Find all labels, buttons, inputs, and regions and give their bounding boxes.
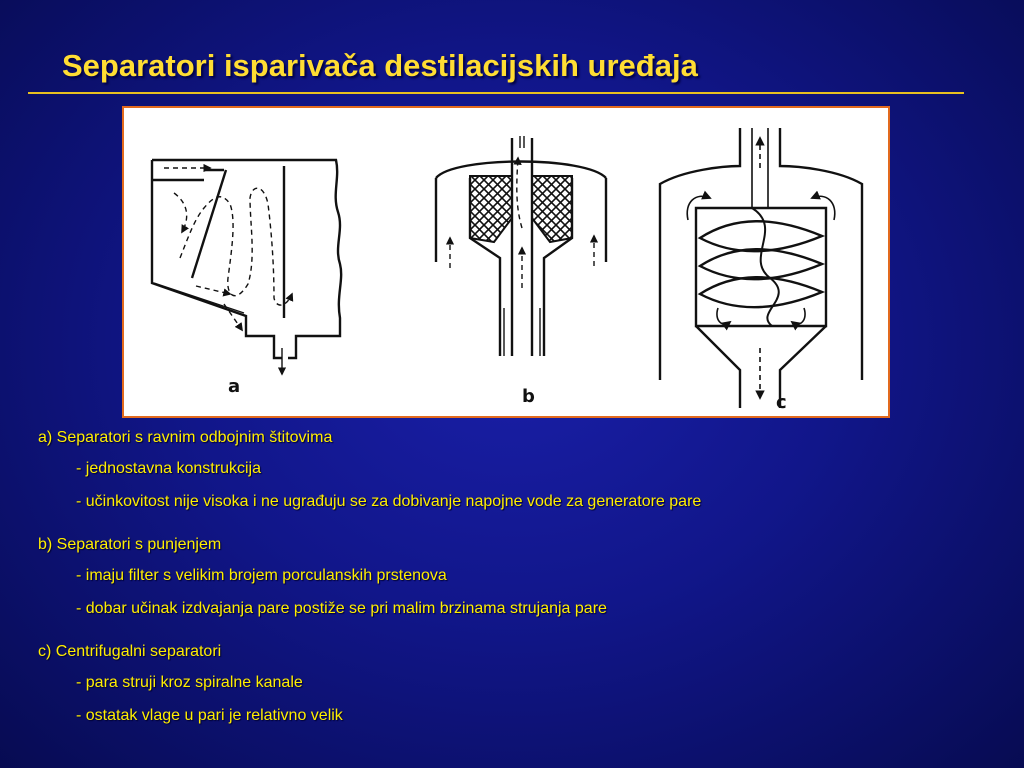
separator-a-drawing — [152, 160, 341, 358]
separator-b-drawing — [436, 136, 606, 356]
separator-c-drawing — [660, 128, 862, 408]
separator-diagram — [122, 106, 890, 418]
section-c-item-1: - para struji kroz spiralne kanale — [76, 674, 303, 691]
section-b-item-2: - dobar učinak izdvajanja pare postiže se pri malim brzinama strujanja pare — [76, 600, 607, 617]
title-underline — [28, 92, 964, 94]
section-c-item-2: - ostatak vlage u pari je relativno velik — [76, 707, 343, 724]
section-a-item-2: - učinkovitost nije visoka i ne ugrađuju se za dobivanje napojne vode za generatore pare — [76, 493, 702, 510]
section-b-item-1: - imaju filter s velikim brojem porculanskih prstenova — [76, 567, 447, 584]
section-b-heading: b) Separatori s punjenjem — [38, 536, 222, 553]
separator-b-packing — [470, 176, 572, 242]
section-c-heading: c) Centrifugalni separatori — [38, 643, 222, 660]
separator-a-flow — [164, 168, 292, 374]
slide-title: Separatori isparivača destilacijskih uređaja — [62, 48, 698, 83]
section-a — [38, 424, 998, 518]
section-a-item-1: - jednostavna konstrukcija — [76, 460, 261, 477]
description-list — [38, 424, 998, 745]
label-a: a — [228, 376, 241, 397]
section-c — [38, 638, 998, 732]
section-b — [38, 531, 998, 625]
section-a-heading: a) Separatori s ravnim odbojnim štitovima — [38, 429, 333, 446]
label-b: b — [522, 386, 535, 407]
label-c: c — [776, 392, 787, 413]
